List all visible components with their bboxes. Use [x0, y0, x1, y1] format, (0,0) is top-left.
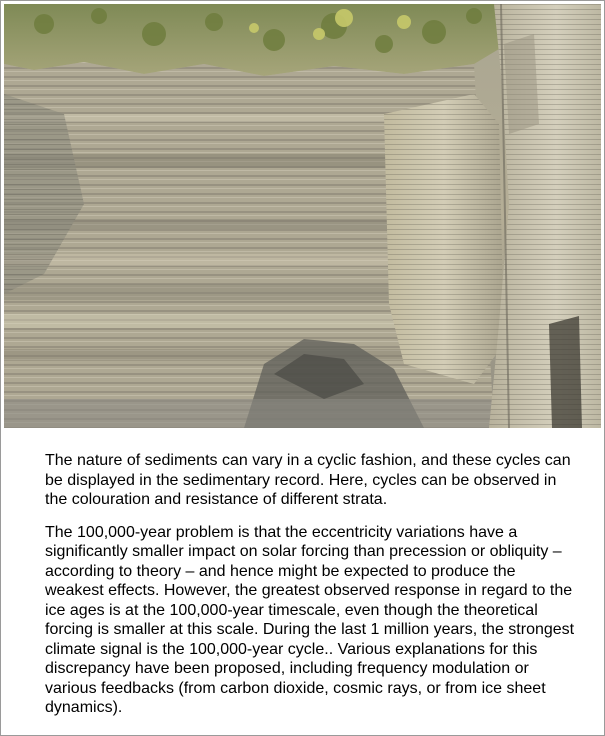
caption-text: [45, 451, 575, 731]
caption-paragraph-100000-year-problem: The 100,000-year problem is that the eccentricity variations have a significantly smaller impact on solar forcing than precession or obliquity – according to theory – and hence might be expected to produce the weakest effects. However, the greatest observed response in regard to the ice ages is at the 100,000-year timescale, even though the theoretical forcing is smaller at this scale. During the last 1 million years, the strongest climate signal is the 100,000-year cycle.. Various explanations for this discrepancy have been proposed, including frequency modulation or various feedbacks (from carbon dioxide, cosmic rays, or from ice sheet dynamics).: [45, 523, 575, 716]
sedimentary-cliff-photo: [4, 4, 601, 428]
cliff-illustration: [4, 4, 601, 428]
caption-paragraph-sediment-cycles: The nature of sediments can vary in a cyclic fashion, and these cycles can be displayed in the sedimentary record. Here, cycles can be observed in the colouration and resistance of different strata.: [45, 452, 571, 508]
